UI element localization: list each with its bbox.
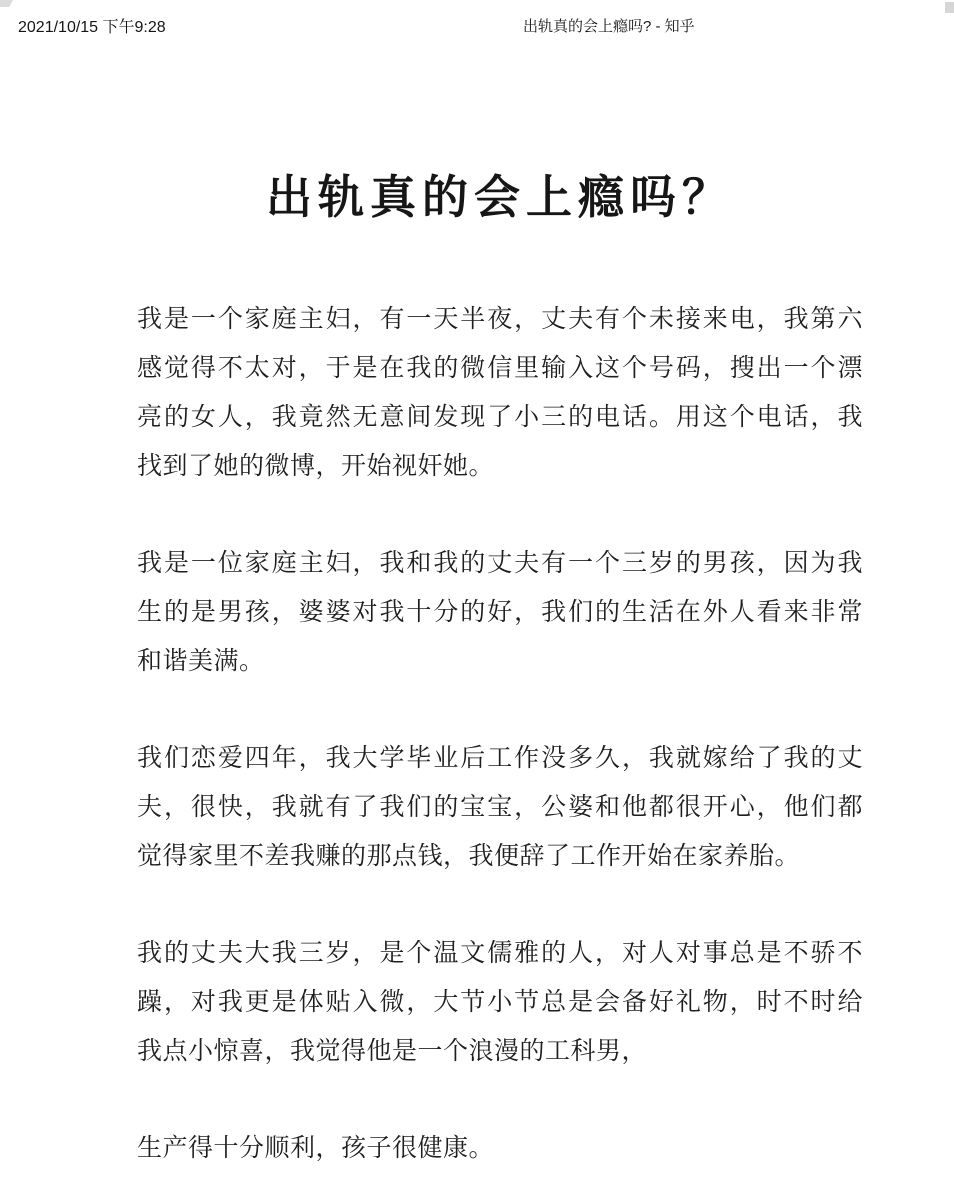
text-line: 和谐美满。 bbox=[137, 646, 265, 675]
scan-artifact-top-left bbox=[0, 0, 13, 7]
paragraph bbox=[137, 733, 863, 880]
text-line: 生的是男孩，婆婆对我十分的好，我们的生活在外人看来非常 bbox=[137, 597, 863, 626]
text-line: 我点小惊喜，我觉得他是一个浪漫的工科男， bbox=[137, 1036, 648, 1065]
text-line: 我是一个家庭主妇，有一天半夜，丈夫有个未接来电，我第六 bbox=[137, 304, 863, 333]
paragraph bbox=[137, 1123, 863, 1172]
text-line: 亮的女人，我竟然无意间发现了小三的电话。用这个电话，我 bbox=[137, 402, 863, 431]
print-datetime: 2021/10/15 下午9:28 bbox=[18, 19, 166, 36]
text-line: 生产得十分顺利，孩子很健康。 bbox=[137, 1133, 495, 1162]
paragraph bbox=[137, 928, 863, 1075]
paragraph bbox=[137, 294, 863, 490]
text-line: 我的丈夫大我三岁，是个温文儒雅的人，对人对事总是不骄不 bbox=[137, 938, 863, 967]
text-line: 躁，对我更是体贴入微，大节小节总是会备好礼物，时不时给 bbox=[137, 987, 863, 1016]
print-doc-title: 出轨真的会上瘾吗? - 知乎 bbox=[523, 18, 695, 35]
text-line: 夫，很快，我就有了我们的宝宝，公婆和他都很开心，他们都 bbox=[137, 792, 863, 821]
article-title: 出轨真的会上瘾吗？ bbox=[266, 170, 734, 224]
text-line: 我们恋爱四年，我大学毕业后工作没多久，我就嫁给了我的丈 bbox=[137, 743, 863, 772]
text-line: 我是一位家庭主妇，我和我的丈夫有一个三岁的男孩，因为我 bbox=[137, 548, 863, 577]
paragraph bbox=[137, 538, 863, 685]
text-line: 感觉得不太对，于是在我的微信里输入这个号码，搜出一个漂 bbox=[137, 353, 863, 382]
print-header bbox=[0, 14, 954, 38]
text-line: 找到了她的微博，开始视奸她。 bbox=[137, 451, 495, 480]
text-line: 觉得家里不差我赚的那点钱，我便辞了工作开始在家养胎。 bbox=[137, 841, 801, 870]
article-body bbox=[137, 294, 863, 1199]
scan-artifact-top-right bbox=[945, 2, 954, 13]
